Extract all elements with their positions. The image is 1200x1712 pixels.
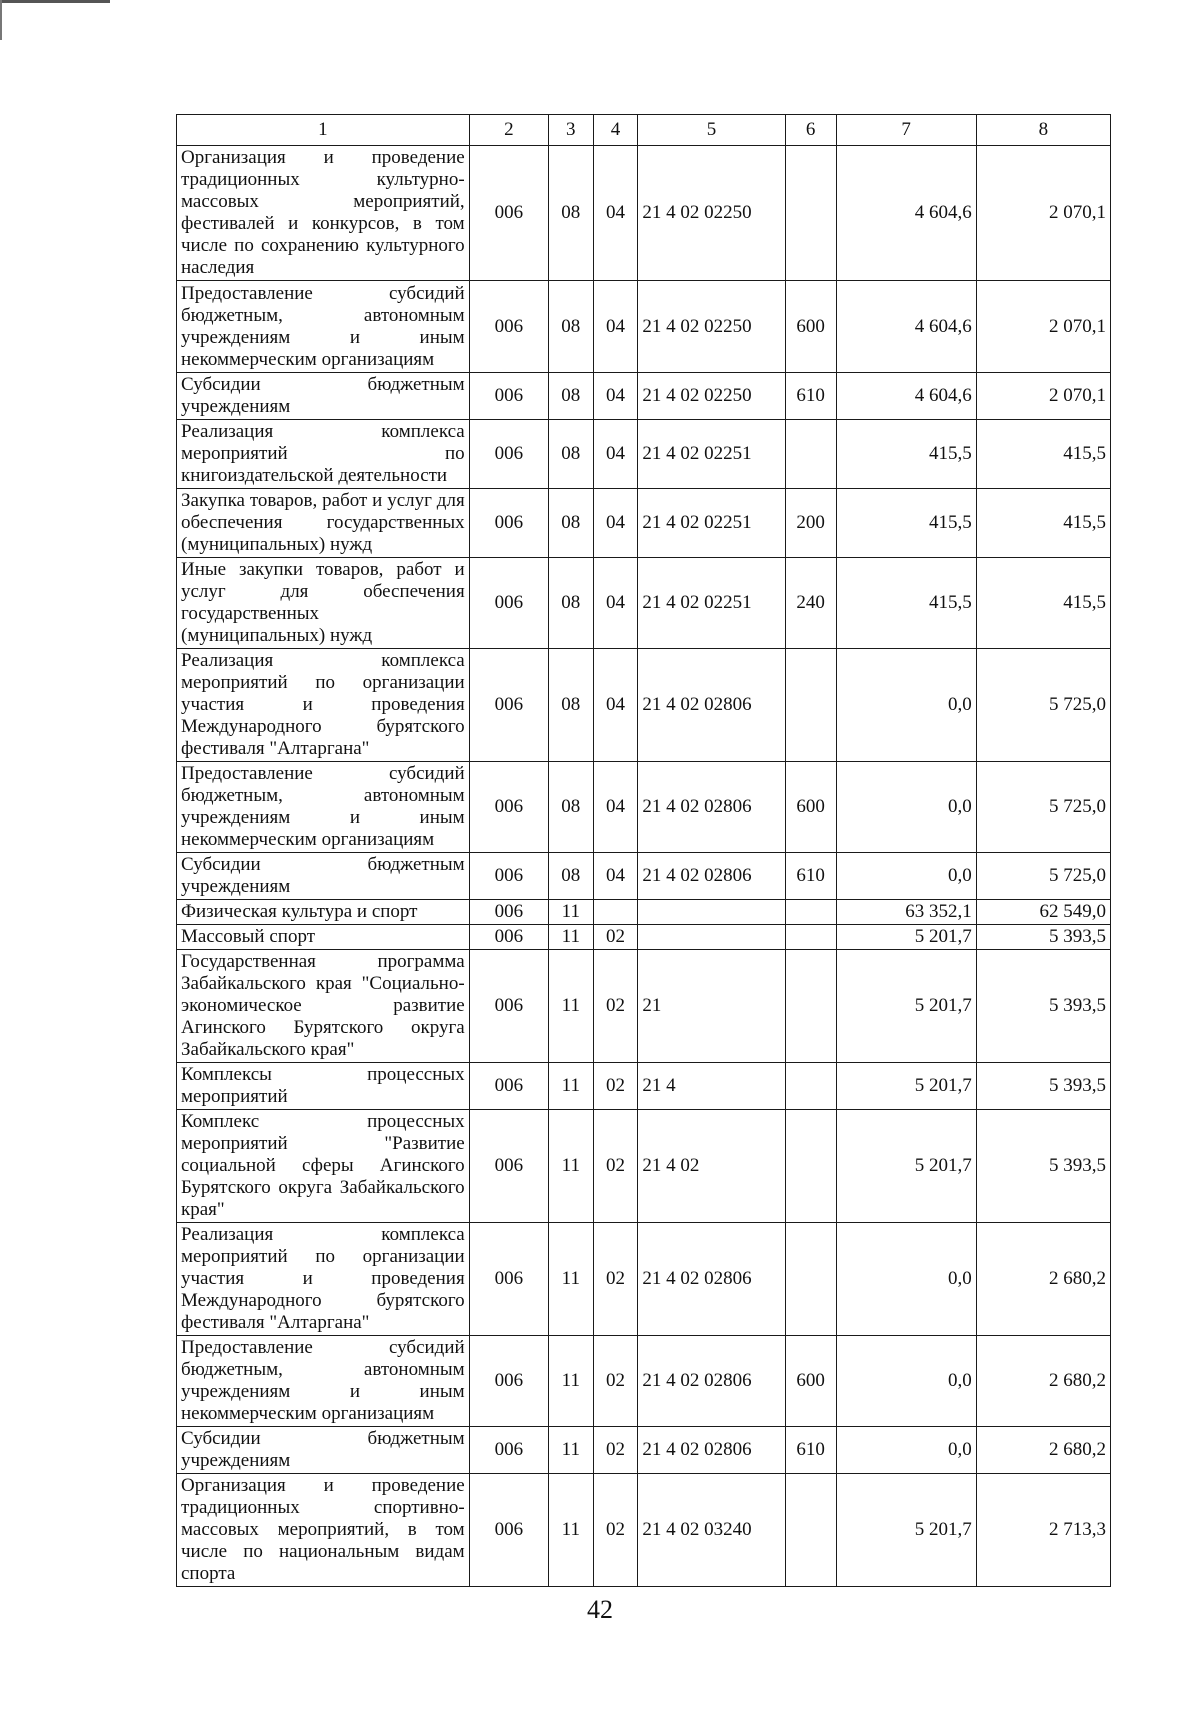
row-name: Комплексы процессных мероприятий [177,1063,470,1110]
row-code-admin: 006 [469,900,548,925]
row-name: Предоставление субсидий бюджетным, автономным учреждениям и иным некоммерческим организациям [177,281,470,373]
page-number: 42 [587,1595,613,1624]
table-row [177,1474,1111,1587]
column-header: 5 [638,115,785,146]
row-code-admin: 006 [469,373,548,420]
row-target-article: 21 4 02 02806 [638,1427,785,1474]
table-row [177,146,1111,281]
scan-edge-mark-vertical [0,0,2,40]
row-amount-col7: 415,5 [836,420,976,489]
row-expense-type [785,649,836,762]
row-expense-type [785,1063,836,1110]
row-section: 08 [548,146,593,281]
row-name: Организация и проведение традиционных спортивно-массовых мероприятий, в том числе по национальным видам спорта [177,1474,470,1587]
row-amount-col7: 0,0 [836,762,976,853]
row-section: 11 [548,1474,593,1587]
row-expense-type [785,925,836,950]
row-section: 11 [548,950,593,1063]
row-amount-col7: 5 201,7 [836,1110,976,1223]
row-amount-col8: 2 680,2 [976,1223,1110,1336]
row-name: Массовый спорт [177,925,470,950]
row-subsection [593,900,638,925]
row-subsection: 02 [593,1223,638,1336]
row-name: Предоставление субсидий бюджетным, автономным учреждениям и иным некоммерческим организациям [177,1336,470,1427]
row-subsection: 02 [593,950,638,1063]
row-amount-col7: 0,0 [836,649,976,762]
row-code-admin: 006 [469,558,548,649]
row-amount-col8: 2 070,1 [976,281,1110,373]
column-header: 7 [836,115,976,146]
row-section: 08 [548,489,593,558]
row-target-article: 21 4 02 [638,1110,785,1223]
table-row [177,420,1111,489]
row-section: 08 [548,762,593,853]
row-name: Реализация комплекса мероприятий по организации участия и проведения Международного бурятского фестиваля "Алтаргана" [177,649,470,762]
row-subsection: 02 [593,1427,638,1474]
row-target-article: 21 4 02 02806 [638,649,785,762]
row-code-admin: 006 [469,925,548,950]
row-name: Субсидии бюджетным учреждениям [177,853,470,900]
column-header: 2 [469,115,548,146]
row-code-admin: 006 [469,1336,548,1427]
row-expense-type [785,1110,836,1223]
row-target-article: 21 [638,950,785,1063]
row-section: 11 [548,1427,593,1474]
row-section: 11 [548,1336,593,1427]
row-expense-type [785,1223,836,1336]
row-amount-col8: 62 549,0 [976,900,1110,925]
row-code-admin: 006 [469,1063,548,1110]
row-target-article: 21 4 [638,1063,785,1110]
row-amount-col8: 415,5 [976,489,1110,558]
row-expense-type: 610 [785,373,836,420]
row-amount-col7: 5 201,7 [836,925,976,950]
row-name: Реализация комплекса мероприятий по книгоиздательской деятельности [177,420,470,489]
row-name: Иные закупки товаров, работ и услуг для обеспечения государственных (муниципальных) нужд [177,558,470,649]
row-amount-col7: 0,0 [836,1223,976,1336]
row-name: Государственная программа Забайкальского края "Социально-экономическое развитие Агинского Бурятского округа Забайкальского края" [177,950,470,1063]
budget-table [176,114,1111,1587]
row-target-article: 21 4 02 02250 [638,281,785,373]
table-row [177,1427,1111,1474]
row-amount-col8: 415,5 [976,420,1110,489]
table-row [177,558,1111,649]
row-target-article: 21 4 02 02806 [638,1336,785,1427]
row-target-article: 21 4 02 02251 [638,558,785,649]
row-code-admin: 006 [469,950,548,1063]
row-code-admin: 006 [469,1110,548,1223]
scan-edge-mark [0,0,110,3]
row-target-article: 21 4 02 02250 [638,146,785,281]
row-section: 11 [548,925,593,950]
row-amount-col8: 5 725,0 [976,853,1110,900]
row-subsection: 04 [593,420,638,489]
column-header: 6 [785,115,836,146]
row-section: 11 [548,900,593,925]
row-expense-type: 610 [785,1427,836,1474]
column-header: 3 [548,115,593,146]
column-header: 8 [976,115,1110,146]
table-row [177,853,1111,900]
row-code-admin: 006 [469,281,548,373]
row-amount-col8: 5 393,5 [976,1063,1110,1110]
row-expense-type: 610 [785,853,836,900]
row-subsection: 04 [593,558,638,649]
row-subsection: 04 [593,853,638,900]
row-amount-col7: 4 604,6 [836,281,976,373]
row-subsection: 04 [593,649,638,762]
row-target-article: 21 4 02 02250 [638,373,785,420]
row-expense-type: 600 [785,762,836,853]
row-section: 08 [548,649,593,762]
row-amount-col8: 2 713,3 [976,1474,1110,1587]
row-name: Закупка товаров, работ и услуг для обеспечения государственных (муниципальных) нужд [177,489,470,558]
row-subsection: 04 [593,373,638,420]
row-amount-col7: 0,0 [836,1336,976,1427]
row-code-admin: 006 [469,853,548,900]
column-header: 1 [177,115,470,146]
row-section: 08 [548,558,593,649]
table-row [177,1110,1111,1223]
row-code-admin: 006 [469,1223,548,1336]
row-target-article [638,900,785,925]
table-row [177,281,1111,373]
row-name: Физическая культура и спорт [177,900,470,925]
row-target-article [638,925,785,950]
row-name: Комплекс процессных мероприятий "Развитие социальной сферы Агинского Бурятского округа Забайкальского края" [177,1110,470,1223]
table-row [177,762,1111,853]
row-target-article: 21 4 02 02251 [638,489,785,558]
row-subsection: 04 [593,146,638,281]
row-code-admin: 006 [469,649,548,762]
column-header: 4 [593,115,638,146]
row-subsection: 02 [593,1063,638,1110]
row-code-admin: 006 [469,489,548,558]
row-amount-col7: 5 201,7 [836,1063,976,1110]
row-expense-type: 600 [785,281,836,373]
row-expense-type [785,1474,836,1587]
row-amount-col7: 63 352,1 [836,900,976,925]
row-amount-col7: 0,0 [836,1427,976,1474]
row-code-admin: 006 [469,146,548,281]
table-row [177,649,1111,762]
table-body [177,146,1111,1587]
row-section: 11 [548,1063,593,1110]
row-subsection: 02 [593,1110,638,1223]
row-name: Субсидии бюджетным учреждениям [177,373,470,420]
row-amount-col7: 0,0 [836,853,976,900]
table-row [177,925,1111,950]
row-name: Предоставление субсидий бюджетным, автономным учреждениям и иным некоммерческим организациям [177,762,470,853]
row-amount-col8: 5 393,5 [976,925,1110,950]
row-amount-col8: 5 393,5 [976,950,1110,1063]
row-expense-type [785,146,836,281]
row-subsection: 02 [593,1474,638,1587]
row-section: 08 [548,281,593,373]
row-code-admin: 006 [469,1474,548,1587]
row-section: 11 [548,1110,593,1223]
row-amount-col7: 4 604,6 [836,146,976,281]
row-amount-col8: 2 680,2 [976,1336,1110,1427]
row-amount-col8: 2 680,2 [976,1427,1110,1474]
table-row [177,1063,1111,1110]
table-row [177,1223,1111,1336]
row-amount-col8: 415,5 [976,558,1110,649]
row-amount-col8: 5 393,5 [976,1110,1110,1223]
row-section: 08 [548,420,593,489]
row-amount-col8: 2 070,1 [976,373,1110,420]
row-amount-col7: 415,5 [836,558,976,649]
row-subsection: 04 [593,762,638,853]
table-row [177,1336,1111,1427]
table-row [177,489,1111,558]
row-expense-type: 200 [785,489,836,558]
row-expense-type [785,420,836,489]
row-expense-type: 240 [785,558,836,649]
row-code-admin: 006 [469,420,548,489]
row-code-admin: 006 [469,1427,548,1474]
row-section: 08 [548,853,593,900]
row-subsection: 04 [593,489,638,558]
table-row [177,950,1111,1063]
row-section: 11 [548,1223,593,1336]
table-row [177,373,1111,420]
row-amount-col8: 2 070,1 [976,146,1110,281]
row-target-article: 21 4 02 02806 [638,762,785,853]
row-amount-col7: 5 201,7 [836,1474,976,1587]
row-amount-col8: 5 725,0 [976,649,1110,762]
row-subsection: 02 [593,1336,638,1427]
row-name: Организация и проведение традиционных культурно-массовых мероприятий, фестивалей и конкурсов, в том числе по сохранению культурного наследия [177,146,470,281]
row-expense-type: 600 [785,1336,836,1427]
row-amount-col7: 5 201,7 [836,950,976,1063]
row-amount-col8: 5 725,0 [976,762,1110,853]
row-target-article: 21 4 02 02806 [638,1223,785,1336]
row-expense-type [785,900,836,925]
row-subsection: 04 [593,281,638,373]
row-name: Реализация комплекса мероприятий по организации участия и проведения Международного бурятского фестиваля "Алтаргана" [177,1223,470,1336]
row-amount-col7: 415,5 [836,489,976,558]
row-name: Субсидии бюджетным учреждениям [177,1427,470,1474]
row-target-article: 21 4 02 02806 [638,853,785,900]
row-target-article: 21 4 02 02251 [638,420,785,489]
table-header-row [177,115,1111,146]
row-section: 08 [548,373,593,420]
row-subsection: 02 [593,925,638,950]
row-amount-col7: 4 604,6 [836,373,976,420]
row-expense-type [785,950,836,1063]
row-target-article: 21 4 02 03240 [638,1474,785,1587]
row-code-admin: 006 [469,762,548,853]
table-row [177,900,1111,925]
